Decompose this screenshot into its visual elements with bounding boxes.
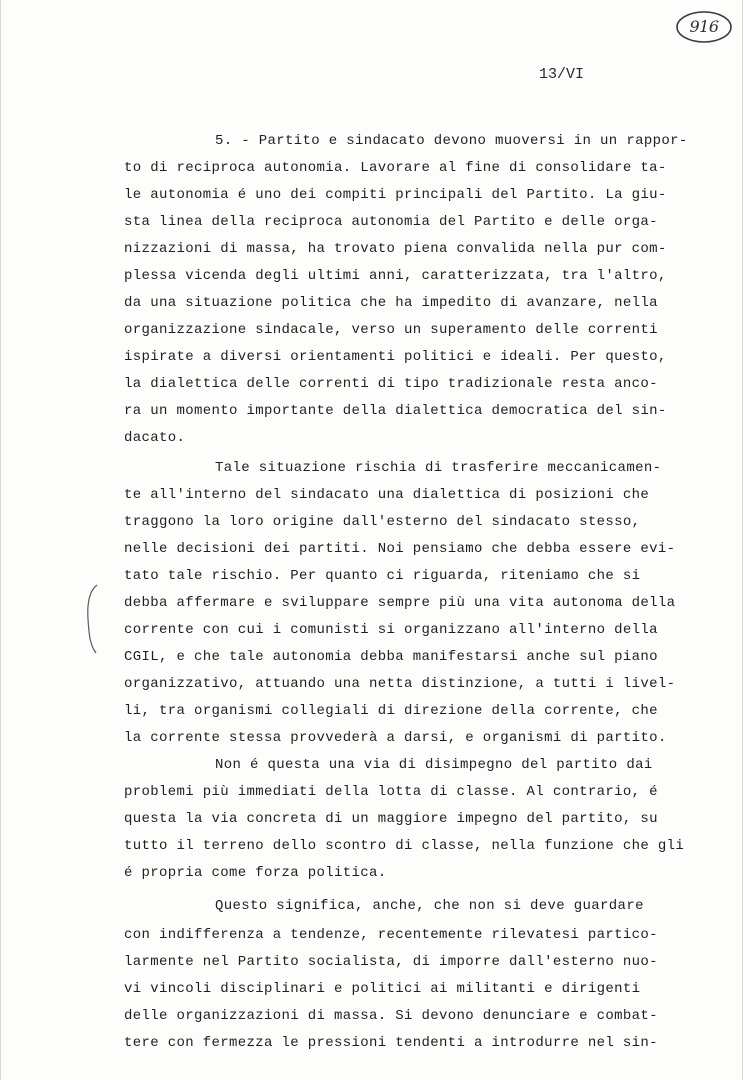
- text-line-27: tutto il terreno dello scontro di classe, nella funzione che gli: [124, 838, 685, 854]
- text-line-29: Questo significa, anche, che non si deve guardare: [215, 898, 644, 914]
- text-line-5: nizzazioni di massa, ha trovato piena convalida nella pur com-: [124, 241, 667, 257]
- text-line-19: corrente con cui i comunisti si organizzano all'interno della: [124, 622, 658, 638]
- text-line-31: larmente nel Partito socialista, di imporre dall'esterno nuo-: [124, 954, 658, 970]
- text-line-8: organizzazione sindacale, verso un superamento delle correnti: [124, 322, 658, 338]
- text-line-15: traggono la loro origine dall'esterno del sindacato stesso,: [124, 514, 641, 530]
- text-line-3: le autonomia é uno dei compiti principali del Partito. La giu-: [124, 187, 667, 203]
- text-line-6: plessa vicenda degli ultimi anni, caratterizzata, tra l'altro,: [124, 268, 667, 284]
- text-line-4: sta linea della reciproca autonomia del Partito e delle orga-: [124, 214, 658, 230]
- text-line-25: problemi più immediati della lotta di classe. Al contrario, é: [124, 784, 658, 800]
- text-line-28: é propria come forza politica.: [124, 865, 387, 881]
- text-line-33: delle organizzazioni di massa. Si devono denunciare e combat-: [124, 1008, 658, 1024]
- page-reference: 13/VI: [539, 66, 585, 83]
- text-line-23: la corrente stessa provvederà a darsi, e organismi di partito.: [124, 730, 667, 746]
- text-line-20: CGIL, e che tale autonomia debba manifestarsi anche sul piano: [124, 649, 658, 665]
- text-line-26: questa la via concreta di un maggiore impegno del partito, su: [124, 811, 658, 827]
- text-line-22: li, tra organismi collegiali di direzione della corrente, che: [124, 703, 658, 719]
- text-line-30: con indifferenza a tendenze, recentemente rilevatesi partico-: [124, 927, 658, 943]
- archive-stamp: [675, 10, 733, 44]
- text-line-32: vi vincoli disciplinari e politici ai militanti e dirigenti: [124, 981, 641, 997]
- text-line-24: Non é questa una via di disimpegno del partito dai: [215, 757, 653, 773]
- text-line-13: Tale situazione rischia di trasferire meccanicamen-: [215, 460, 662, 476]
- text-line-18: debba affermare e sviluppare sempre più una vita autonoma della: [124, 595, 676, 611]
- text-line-11: ra un momento importante della dialettica democratica del sin-: [124, 403, 667, 419]
- text-line-17: tato tale rischio. Per quanto ci riguarda, riteniamo che si: [124, 568, 641, 584]
- text-line-21: organizzativo, attuando una netta distinzione, a tutti i livel-: [124, 676, 676, 692]
- text-line-14: te all'interno del sindacato una dialettica di posizioni che: [124, 487, 650, 503]
- text-line-10: la dialettica delle correnti di tipo tradizionale resta anco-: [124, 376, 658, 392]
- margin-bracket-icon: [83, 583, 101, 655]
- stamp-number: 916: [689, 17, 719, 36]
- text-line-9: ispirate a diversi orientamenti politici e ideali. Per questo,: [124, 349, 667, 365]
- text-line-7: da una situazione politica che ha impedito di avanzare, nella: [124, 295, 658, 311]
- text-line-12: dacato.: [124, 430, 186, 446]
- text-line-34: tere con fermezza le pressioni tendenti a introdurre nel sin-: [124, 1035, 658, 1051]
- text-line-16: nelle decisioni dei partiti. Noi pensiamo che debba essere evi-: [124, 541, 676, 557]
- text-line-2: to di reciproca autonomia. Lavorare al fine di consolidare ta-: [124, 160, 667, 176]
- text-line-1: 5. - Partito e sindacato devono muoversi in un rappor-: [215, 133, 688, 149]
